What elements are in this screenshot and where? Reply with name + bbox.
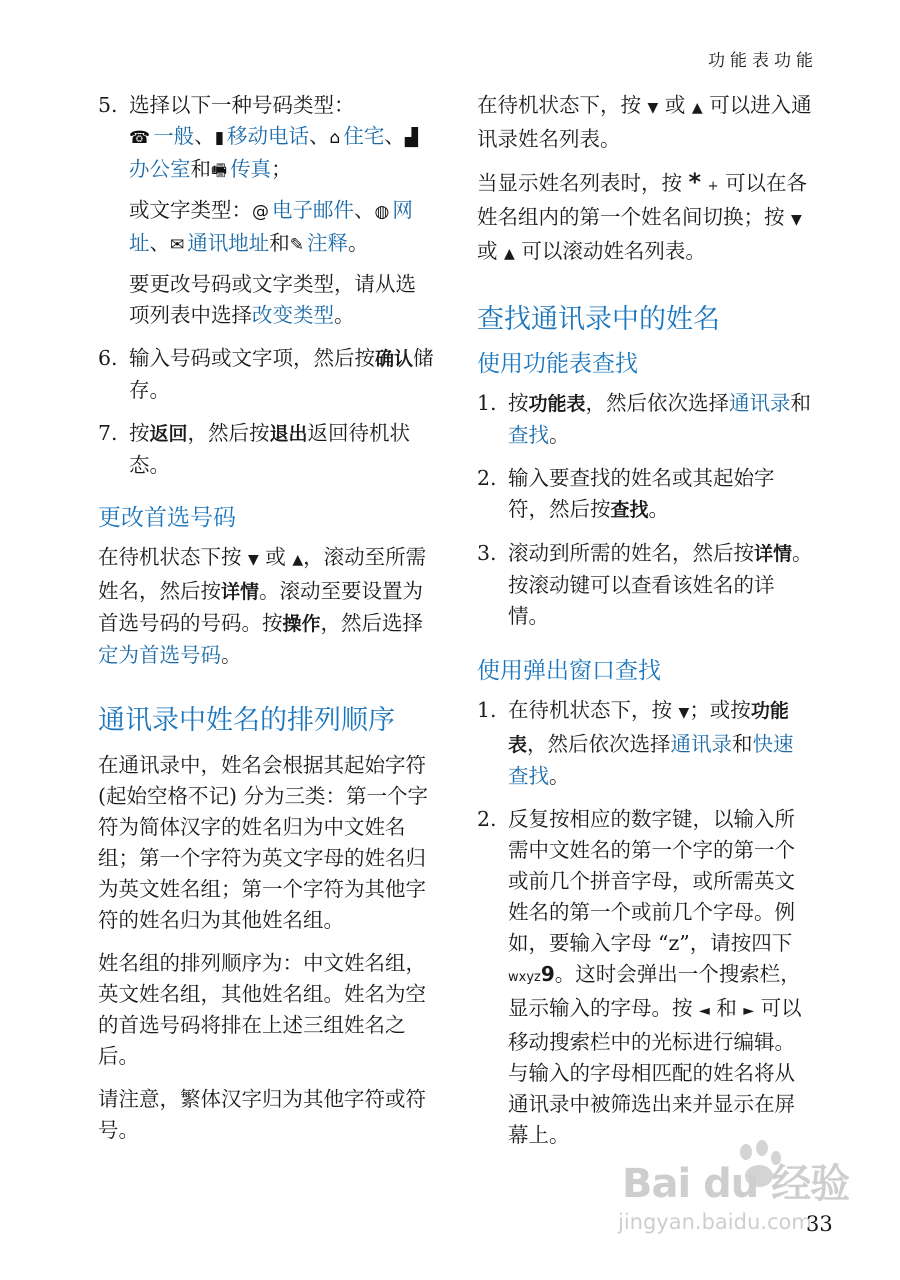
step-number: 2. [477, 807, 497, 831]
step-number: 3. [477, 541, 497, 565]
change-type-note [129, 269, 434, 331]
options-key-label: 操作 [282, 613, 321, 635]
body-text: 或 [664, 93, 686, 117]
order-paragraph-1: 在通讯录中，姓名会根据其起始字符 (起始空格不记) 分为三类：第一个字符为简体汉字的姓名归为中文姓名组；第一个字符为英文字母的姓名归为英文姓名组；第一个字符为其他字符的姓名归为其他姓名组。 [98, 753, 429, 932]
menu-step-1 [477, 388, 813, 451]
type-office-link: 办公室 [129, 157, 191, 181]
step-text: 按 [129, 421, 150, 445]
type-general-link: 一般 [153, 124, 195, 148]
address-icon: ✉ [170, 235, 185, 255]
body-text: 或 [265, 545, 286, 569]
step-text: 反复按相应的数字键，以输入所需中文姓名的第一个字的第一个或前几个拼音字母，或所需英文姓名的第一个或前几个字母。例如，要输入字母 “z”，请按四下 [508, 807, 795, 955]
step-text: 按 [508, 391, 529, 415]
step-text: 或文字类型： [129, 198, 252, 222]
menu-step-2 [477, 463, 813, 526]
wxyz-key-label: wxyz [508, 970, 541, 985]
separator: 、 [149, 231, 170, 255]
standby-paragraph [477, 90, 813, 155]
fax-icon: 🖷 [211, 161, 228, 181]
step-number: 1. [477, 698, 497, 722]
up-arrow-icon: ▲ [504, 246, 515, 262]
nine-key-icon: 9 [540, 962, 555, 986]
quick-search-link: 快速查找 [508, 732, 794, 788]
punctuation: 。 [549, 423, 570, 447]
heading-name-order: 通讯录中姓名的排列顺序 [98, 705, 395, 736]
separator: 、 [194, 124, 215, 148]
plus-key-icon: + [707, 179, 719, 194]
step-number: 2. [477, 466, 497, 490]
name-list-paragraph [477, 167, 813, 270]
menu-step-3 [477, 538, 813, 632]
step-6 [98, 343, 434, 406]
type-note-link: 注释 [307, 231, 348, 255]
set-preferred-link: 定为首选号码 [98, 643, 221, 667]
body-text: 。滚动至要设置为首选号码的号码。按 [98, 579, 424, 635]
heading-find-name: 查找通讯录中的姓名 [477, 304, 720, 335]
type-email-link: 电子邮件 [272, 198, 354, 222]
right-arrow-icon: ► [743, 1003, 755, 1019]
home-icon: ⌂ [329, 128, 341, 148]
phone-icon: ☎ [129, 128, 151, 148]
search-link: 查找 [508, 423, 549, 447]
note-icon: ✎ [289, 235, 304, 255]
step-text: 。按滚动键可以查看该姓名的详情。 [508, 541, 813, 628]
text-types [129, 195, 434, 261]
separator: 、 [384, 124, 405, 148]
step-text: ，然后依次选择 [527, 732, 671, 756]
menu-key-label: 功能表 [508, 700, 789, 756]
left-arrow-icon: ◄ [699, 1003, 710, 1019]
type-mobile-link: 移动电话 [227, 124, 310, 148]
step-number: 5. [98, 93, 118, 117]
step-number: 7. [98, 421, 118, 445]
step-body [129, 90, 434, 331]
body-text: 可以滚动姓名列表。 [521, 239, 706, 263]
step-number: 6. [98, 346, 118, 370]
step-number: 1. [477, 391, 497, 415]
popup-step-2 [477, 804, 813, 1151]
step-body [508, 804, 813, 1151]
step-text: ；或按 [689, 698, 751, 722]
change-type-link: 改变类型 [252, 303, 334, 327]
punctuation: 。 [348, 231, 369, 255]
back-key-label: 返回 [149, 423, 188, 445]
step-5 [98, 90, 434, 331]
popup-step-1 [477, 695, 813, 792]
heading-change-preferred: 更改首选号码 [98, 505, 236, 531]
step-text: 可以移动搜索栏中的光标进行编辑。与输入的字母相匹配的姓名将从通讯录中被筛选出来并显示在屏幕上。 [508, 996, 802, 1147]
left-column [98, 90, 434, 1158]
step-body [508, 463, 813, 526]
down-arrow-icon: ▼ [248, 552, 259, 568]
body-text: 可以进入通讯录姓名列表。 [477, 93, 812, 151]
web-icon: ◍ [374, 202, 390, 222]
conjunction: 和 [190, 157, 211, 181]
step-text: 输入要查找的姓名或其起始字符，然后按 [508, 466, 775, 521]
down-arrow-icon: ▼ [791, 212, 802, 228]
preferred-paragraph [98, 542, 434, 671]
details-key-label: 详情 [754, 543, 793, 565]
watermark-brand: Bai du 经验 [622, 1161, 850, 1207]
up-arrow-icon: ▲ [691, 100, 703, 116]
menu-key-label: 功能表 [528, 393, 586, 415]
body-text: 可以在各姓名组内的第一个姓名间切换；按 [477, 171, 808, 229]
contacts-link: 通讯录 [729, 391, 791, 415]
heading-menu-search: 使用功能表查找 [477, 351, 638, 377]
step-text: 输入号码或文字项，然后按 [129, 346, 375, 370]
step-text: ，然后依次选择 [585, 391, 730, 415]
type-web-link: 网址 [129, 198, 413, 255]
punctuation: 。 [334, 303, 355, 327]
exit-key-label: 退出 [269, 423, 308, 445]
order-paragraph-3: 请注意，繁体汉字归为其他字符或符号。 [98, 1087, 426, 1142]
step-body [508, 695, 813, 792]
search-key-label: 查找 [610, 499, 649, 521]
mobile-phone-icon: ▮ [214, 128, 225, 148]
confirm-key-label: 确认 [375, 348, 414, 370]
body-text: 在待机状态下按 [98, 545, 242, 569]
watermark-url: jingyan.baidu.com [618, 1210, 812, 1234]
step-body [508, 538, 813, 632]
heading-popup-search: 使用弹出窗口查找 [477, 658, 661, 684]
step-text: 选择以下一种号码类型： [129, 93, 355, 117]
right-column [477, 90, 813, 1163]
conjunction: 和 [269, 231, 290, 255]
star-key-icon: * [688, 168, 702, 196]
step-text: 滚动到所需的姓名，然后按 [508, 541, 754, 565]
down-arrow-icon: ▼ [678, 705, 690, 721]
email-icon: @ [252, 202, 269, 222]
details-key-label: 详情 [221, 581, 260, 603]
body-text: ，滚动至所需姓名，然后按 [98, 545, 427, 603]
type-home-link: 住宅 [343, 124, 385, 148]
punctuation: 。 [648, 497, 670, 521]
body-text: ，然后选择 [320, 611, 424, 635]
up-arrow-icon: ▲ [292, 552, 304, 568]
punctuation: 。 [549, 764, 570, 788]
contacts-link: 通讯录 [670, 732, 733, 756]
body-text: 当显示姓名列表时，按 [477, 171, 682, 195]
order-paragraph-2: 姓名组的排列顺序为：中文姓名组，英文姓名组，其他姓名组。姓名为空的首选号码将排在上述三组姓名之后。 [98, 951, 426, 1068]
step-text: 在待机状态下，按 [508, 698, 672, 722]
punctuation: 。 [221, 643, 242, 667]
separator: 、 [354, 198, 375, 222]
step-body [129, 343, 434, 406]
step-body [129, 418, 434, 481]
step-text: 要更改号码或文字类型，请从选项列表中选择 [129, 272, 416, 327]
punctuation: ； [271, 157, 292, 181]
step-7 [98, 418, 434, 481]
conjunction: 和 [790, 391, 812, 415]
down-arrow-icon: ▼ [647, 100, 659, 116]
step-text: ，然后按 [187, 421, 270, 445]
conjunction: 和 [732, 732, 753, 756]
page-number: 33 [806, 1212, 833, 1236]
step-text: 返回待机状态。 [129, 421, 411, 477]
conjunction: 和 [716, 996, 737, 1020]
step-text: 储存。 [129, 346, 434, 402]
step-body [508, 388, 813, 451]
office-icon: ▟ [404, 128, 418, 148]
type-address-link: 通讯地址 [187, 231, 270, 255]
body-text: 在待机状态下，按 [477, 93, 641, 117]
running-header: 功能表功能 [708, 51, 818, 71]
body-text: 或 [477, 239, 498, 263]
separator: 、 [309, 124, 330, 148]
step-text: 。这时会弹出一个搜索栏，显示输入的字母。按 [508, 962, 801, 1020]
type-fax-link: 传真 [230, 157, 272, 181]
